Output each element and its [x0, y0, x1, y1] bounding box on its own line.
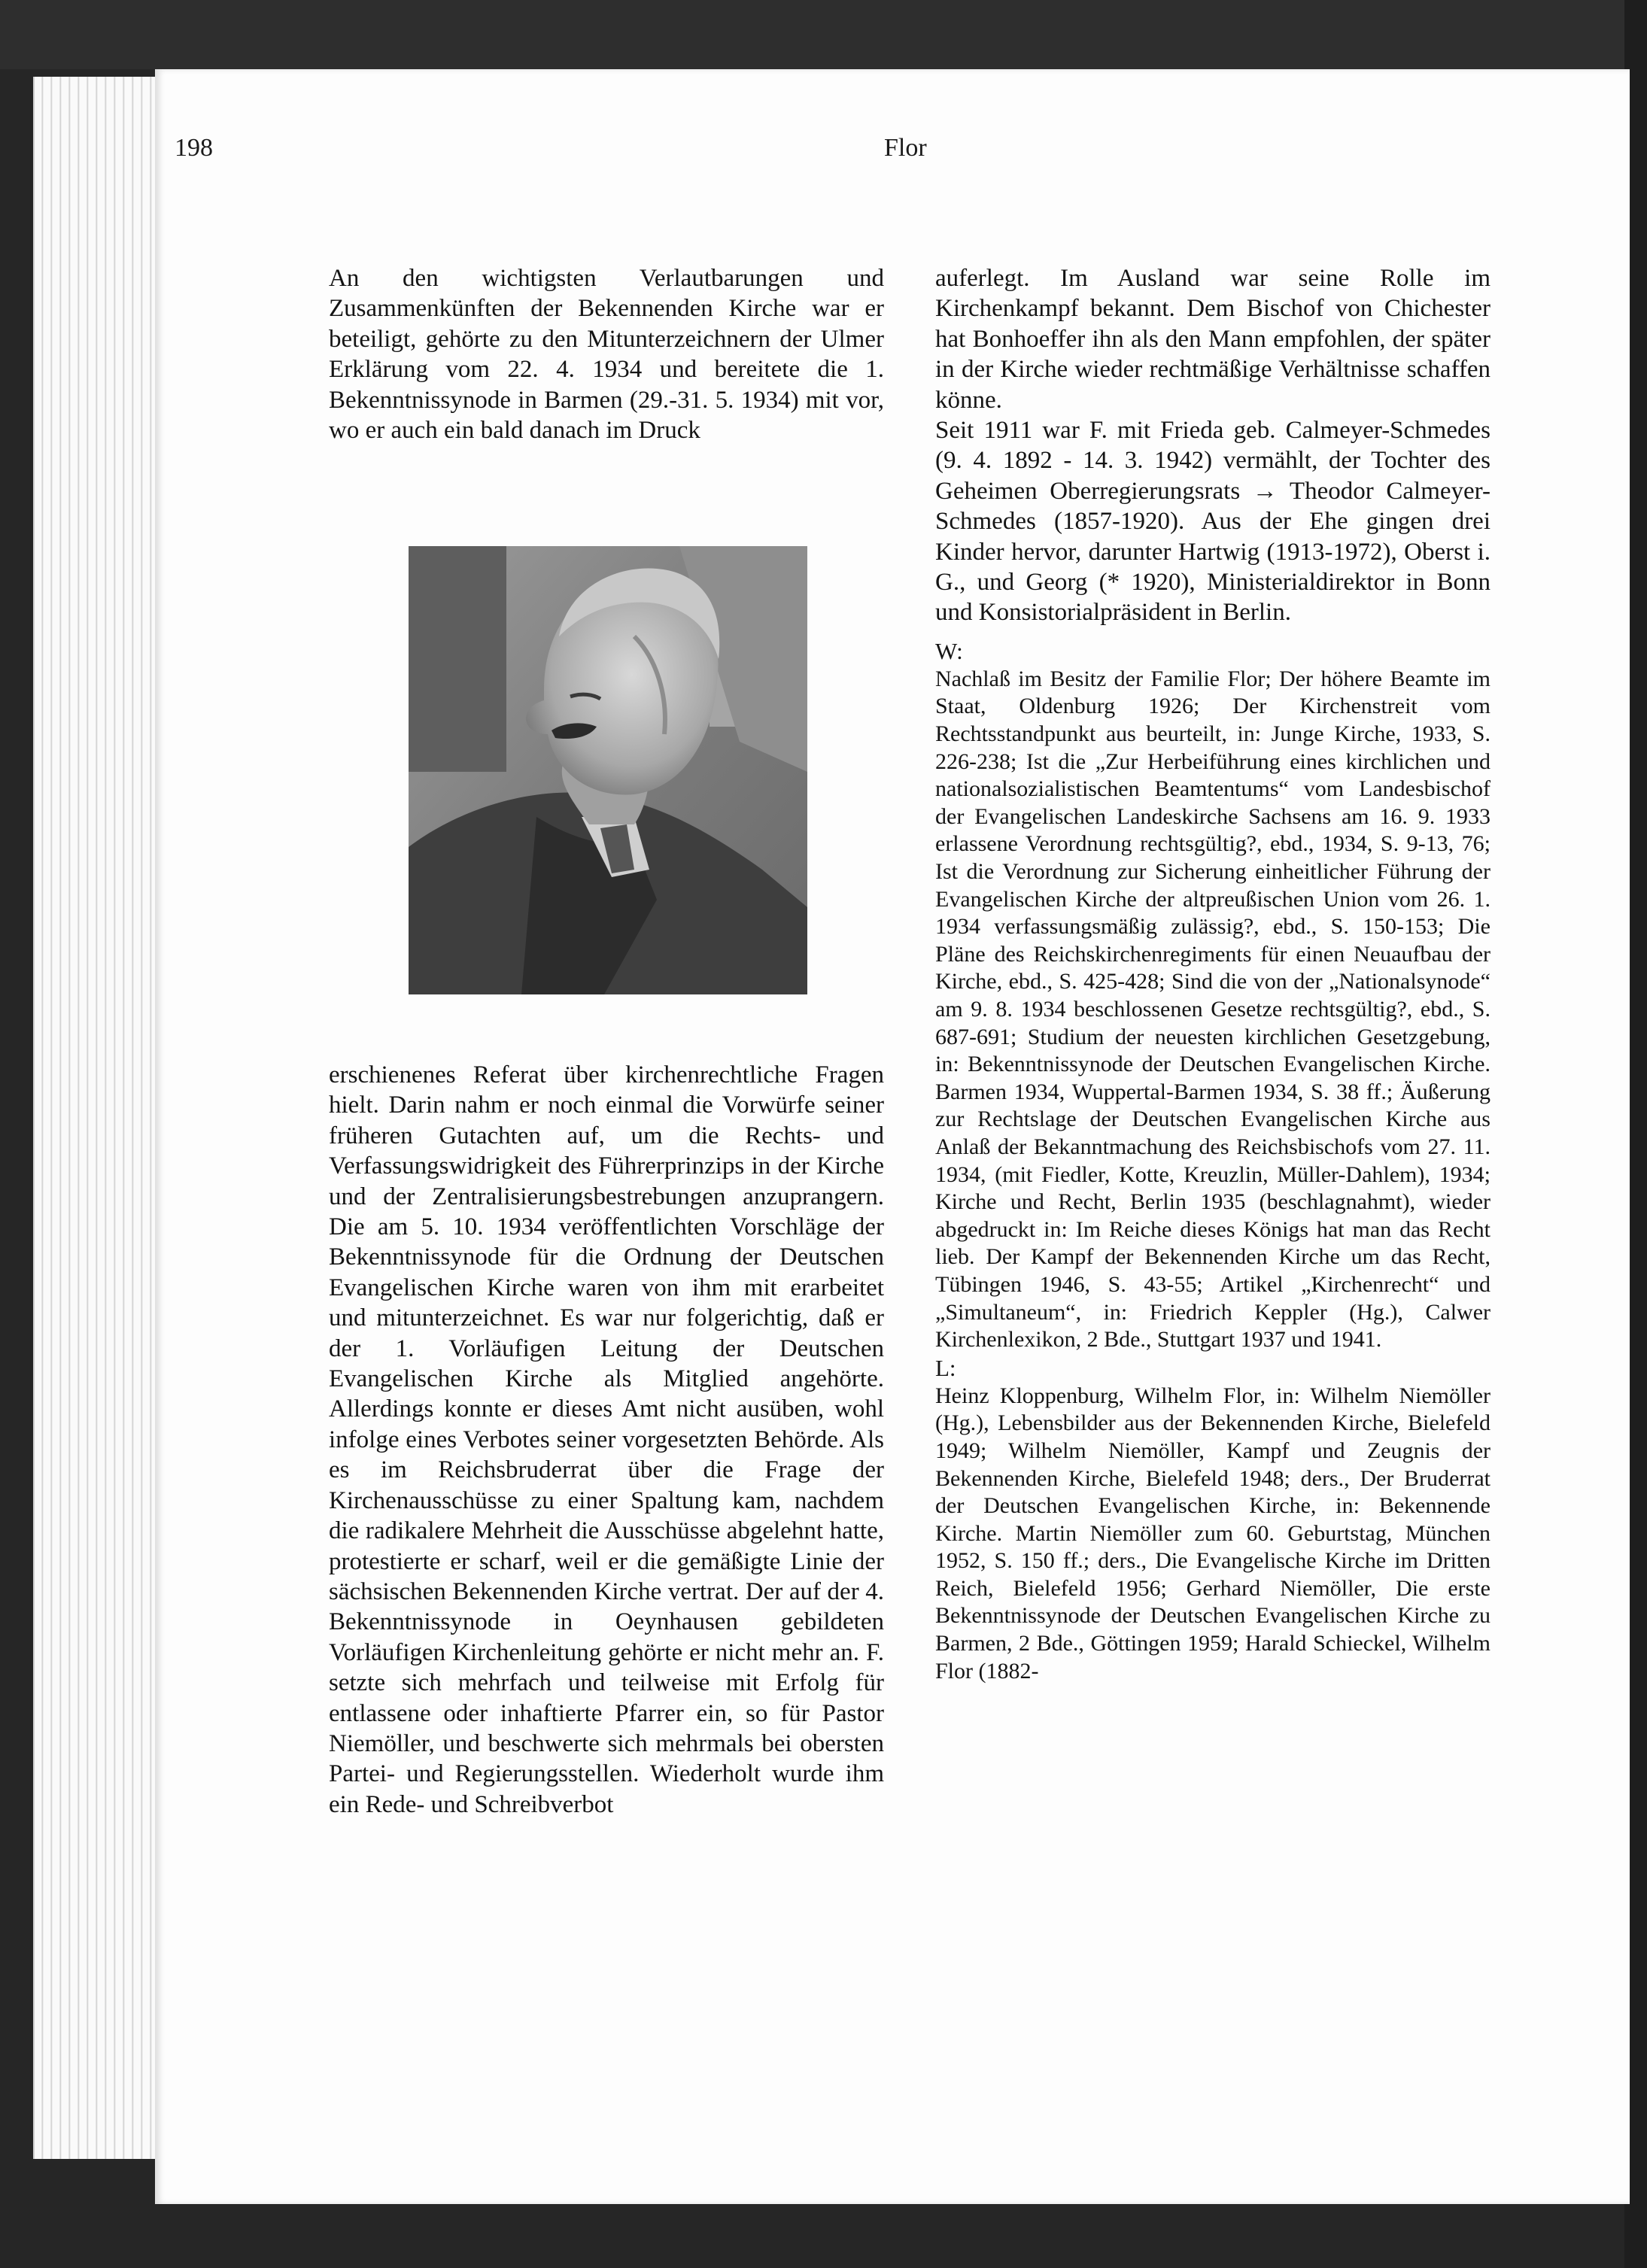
left-column-bottom — [329, 1060, 884, 1820]
body-paragraph: Seit 1911 war F. mit Frieda geb. Calmeyer-Schmedes (9. 4. 1892 - 14. 3. 1942) vermählt, der Tochter des Geheimen Oberregierungsrats → Theodor Calmeyer-Schmedes (1857-1920). Aus der Ehe gingen drei Kinder hervor, darunter Hartwig (1913-1972), Oberst i. G., und Georg (* 1920), Ministerialdirektor in Bonn und Konsistorialpräsident in Berlin. — [935, 417, 1491, 627]
body-paragraph: An den wichtigsten Verlautbarungen und Zusammenkünften der Bekennenden Kirche war er beteiligt, gehörte zu den Mitunterzeichnern der Ulmer Erklärung vom 22. 4. 1934 und bereitete die 1. Bekenntnissynode in Barmen (29.-31. 5. 1934) mit vor, wo er auch ein bald danach im Druck — [329, 265, 884, 445]
works-label: W: — [935, 637, 963, 664]
book-cover-edge — [0, 0, 1647, 69]
right-column — [935, 263, 1491, 1685]
body-paragraph: auferlegt. Im Ausland war seine Rolle im Kirchenkampf bekannt. Dem Bischof von Chichester hat Bonhoeffer ihn als den Mann empfohlen, der später in der Kirche wieder rechtmäßige Verhältnisse schaffen könne. — [935, 265, 1491, 414]
running-title: Flor — [884, 134, 927, 162]
portrait-photo-graphic — [409, 546, 807, 994]
page-stack-edges — [33, 77, 163, 2159]
page-number: 198 — [175, 134, 213, 162]
literature-label: L: — [935, 1354, 956, 1381]
body-paragraph: erschienenes Referat über kirchenrechtliche Fragen hielt. Darin nahm er noch einmal die Vorwürfe seiner früheren Gutachten auf, um die Rechts- und Verfassungswidrigkeit des Führerprinzips in der Kirche und der Zentralisierungsbestrebungen anzuprangern. Die am 5. 10. 1934 veröffentlichten Vorschläge der Bekenntnissynode für die Ordnung der Deutschen Evangelischen Kirche waren von ihm mit erarbeitet und mitunterzeichnet. Es war nur folgerichtig, daß er der 1. Vorläufigen Leitung der Deutschen Evangelischen Kirche als Mitglied angehörte. Allerdings konnte er dieses Amt nicht ausüben, wohl infolge eines Verbotes seiner vorgesetzten Behörde. Als es im Reichsbruderrat über die Frage der Kirchenausschüsse zu einer Spaltung kam, nachdem die radikalere Mehrheit die Ausschüsse abgelehnt hatte, protestierte er scharf, weil er die gemäßigte Linie der sächsischen Bekennenden Kirche vertrat. Der auf der 4. Bekenntnissynode in Oeynhausen gebildeten Vorläufigen Kirchenleitung gehörte er nicht mehr an. F. setzte sich mehrfach und teilweise mit Erfolg für entlassene oder inhaftierte Pfarrer ein, so für Pastor Niemöller, und beschwerte sich mehrmals bei obersten Partei- und Regierungsstellen. Wiederholt wurde ihm ein Rede- und Schreibverbot — [329, 1061, 884, 1818]
literature-list: Heinz Kloppenburg, Wilhelm Flor, in: Wilhelm Niemöller (Hg.), Lebensbilder aus der Bekennenden Kirche, Bielefeld 1949; Wilhelm Niemöller, Kampf und Zeugnis der Bekennenden Kirche, Bielefeld 1948; ders., Der Bruderrat der Deutschen Evangelischen Kirche, in: Bekennende Kirche. Martin Niemöller zum 60. Geburtstag, München 1952, S. 150 ff.; ders., Die Evangelische Kirche im Dritten Reich, Bielefeld 1956; Gerhard Niemöller, Die erste Bekenntnissynode der Deutschen Evangelischen Kirche zu Barmen, 2 Bde., Göttingen 1959; Harald Schieckel, Wilhelm Flor (1882- — [935, 1383, 1491, 1684]
works-list: Nachlaß im Besitz der Familie Flor; Der höhere Beamte im Staat, Oldenburg 1926; Der Kirchenstreit vom Rechtsstandpunkt aus beurteilt, in: Junge Kirche, 1933, S. 226-238; Ist die „Zur Herbeiführung eines kirchlichen und nationalsozialistischen Beamtentums“ vom Landesbischof der Evangelischen Landeskirche Sachsens am 16. 9. 1933 erlassene Verordnung rechtsgültig?, ebd., 1934, S. 9-13, 76; Ist die Verordnung zur Sicherung einheitlicher Führung der Evangelischen Kirche der altpreußischen Union vom 26. 1. 1934 verfassungsmäßig zulässig?, ebd., S. 150-153; Die Pläne des Reichskirchenregiments für einen Neuaufbau der Kirche, ebd., S. 425-428; Sind die von der „Nationalsynode“ am 9. 8. 1934 beschlossenen Gesetze rechtsgültig?, ebd., S. 687-691; Studium der neuesten kirchlichen Gesetzgebung, in: Bekenntnissynode der Deutschen Evangelischen Kirche. Barmen 1934, Wuppertal-Barmen 1934, S. 38 ff.; Äußerung zur Rechtslage der Deutschen Evangelischen Kirche aus Anlaß der Bekanntmachung des Reichsbischofs vom 27. 11. 1934, (mit Fiedler, Kotte, Kreuzlin, Müller-Dahlem), 1934; Kirche und Recht, Berlin 1935 (beschlagnahmt), wieder abgedruckt in: Im Reiche dieses Königs hat man das Recht lieb. Der Kampf der Bekennenden Kirche um das Recht, Tübingen 1946, S. 43-55; Artikel „Kirchenrecht“ und „Simultaneum“, in: Friedrich Keppler (Hg.), Calwer Kirchenlexikon, 2 Bde., Stuttgart 1937 und 1941. — [935, 666, 1491, 1353]
left-column-top — [329, 263, 884, 445]
portrait-photo — [409, 546, 807, 994]
